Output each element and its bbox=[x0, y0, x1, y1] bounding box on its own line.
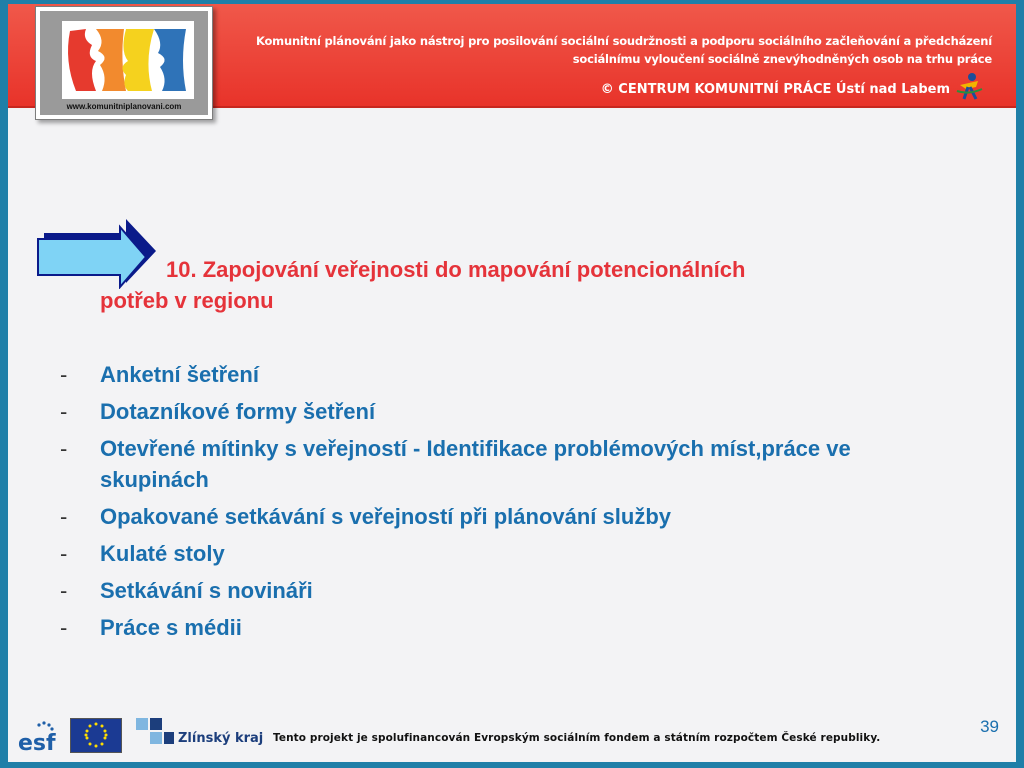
organization-name: © CENTRUM KOMUNITNÍ PRÁCE Ústí nad Labem bbox=[600, 82, 950, 97]
bullet-marker: - bbox=[60, 504, 68, 529]
list-item-text: Opakované setkávání s veřejností při plánování služby bbox=[100, 504, 671, 529]
slide bbox=[8, 4, 1016, 762]
list-item-text: Dotazníkové formy šetření bbox=[100, 399, 376, 424]
faces-logo-icon bbox=[62, 21, 194, 99]
esf-logo bbox=[16, 718, 62, 754]
bullet-marker: - bbox=[60, 399, 68, 424]
logo-url: www.komunitniplanovani.com bbox=[66, 102, 182, 111]
region-name: Zlínský kraj bbox=[178, 731, 264, 746]
bullet-marker: - bbox=[60, 362, 68, 387]
list-item bbox=[60, 612, 940, 643]
bullet-marker: - bbox=[60, 436, 68, 461]
list-item bbox=[60, 575, 940, 606]
heading-line1: 10. Zapojování veřejnosti do mapování potencionálních bbox=[166, 257, 746, 282]
bullet-marker: - bbox=[60, 615, 68, 640]
community-person-icon bbox=[954, 71, 984, 101]
list-item bbox=[60, 433, 940, 495]
list-item-text: Anketní šetření bbox=[100, 362, 259, 387]
list-item-text: Práce s médii bbox=[100, 615, 242, 640]
project-title-line1: Komunitní plánování jako nástroj pro posilování sociální soudržnosti a podporu sociálního začleňování a předcházení bbox=[255, 34, 992, 48]
bullet-marker: - bbox=[60, 541, 68, 566]
project-title bbox=[252, 32, 992, 68]
zlin-region-icon bbox=[130, 716, 176, 750]
funding-note: Tento projekt je spolufinancován Evropským sociálním fondem a státním rozpočtem České republiky. bbox=[273, 732, 881, 744]
logo bbox=[35, 6, 213, 120]
list-item-text: Otevřené mítinky s veřejností - Identifikace problémových míst,práce ve skupinách bbox=[100, 436, 851, 492]
list-item bbox=[60, 396, 940, 427]
heading-line2: potřeb v regionu bbox=[100, 288, 274, 313]
page-number: 39 bbox=[980, 717, 999, 736]
bullet-list bbox=[60, 359, 940, 649]
bullet-marker: - bbox=[60, 578, 68, 603]
footer bbox=[8, 714, 1016, 762]
project-title-line2: sociálnímu vyloučení sociálně znevýhodněných osob na trhu práce bbox=[572, 52, 992, 66]
list-item bbox=[60, 359, 940, 390]
svg-text:esf: esf bbox=[18, 731, 56, 754]
eu-flag-icon bbox=[70, 718, 122, 753]
list-item-text: Kulaté stoly bbox=[100, 541, 225, 566]
list-item bbox=[60, 538, 940, 569]
slide-heading bbox=[100, 254, 940, 316]
list-item-text: Setkávání s novináři bbox=[100, 578, 313, 603]
list-item bbox=[60, 501, 940, 532]
